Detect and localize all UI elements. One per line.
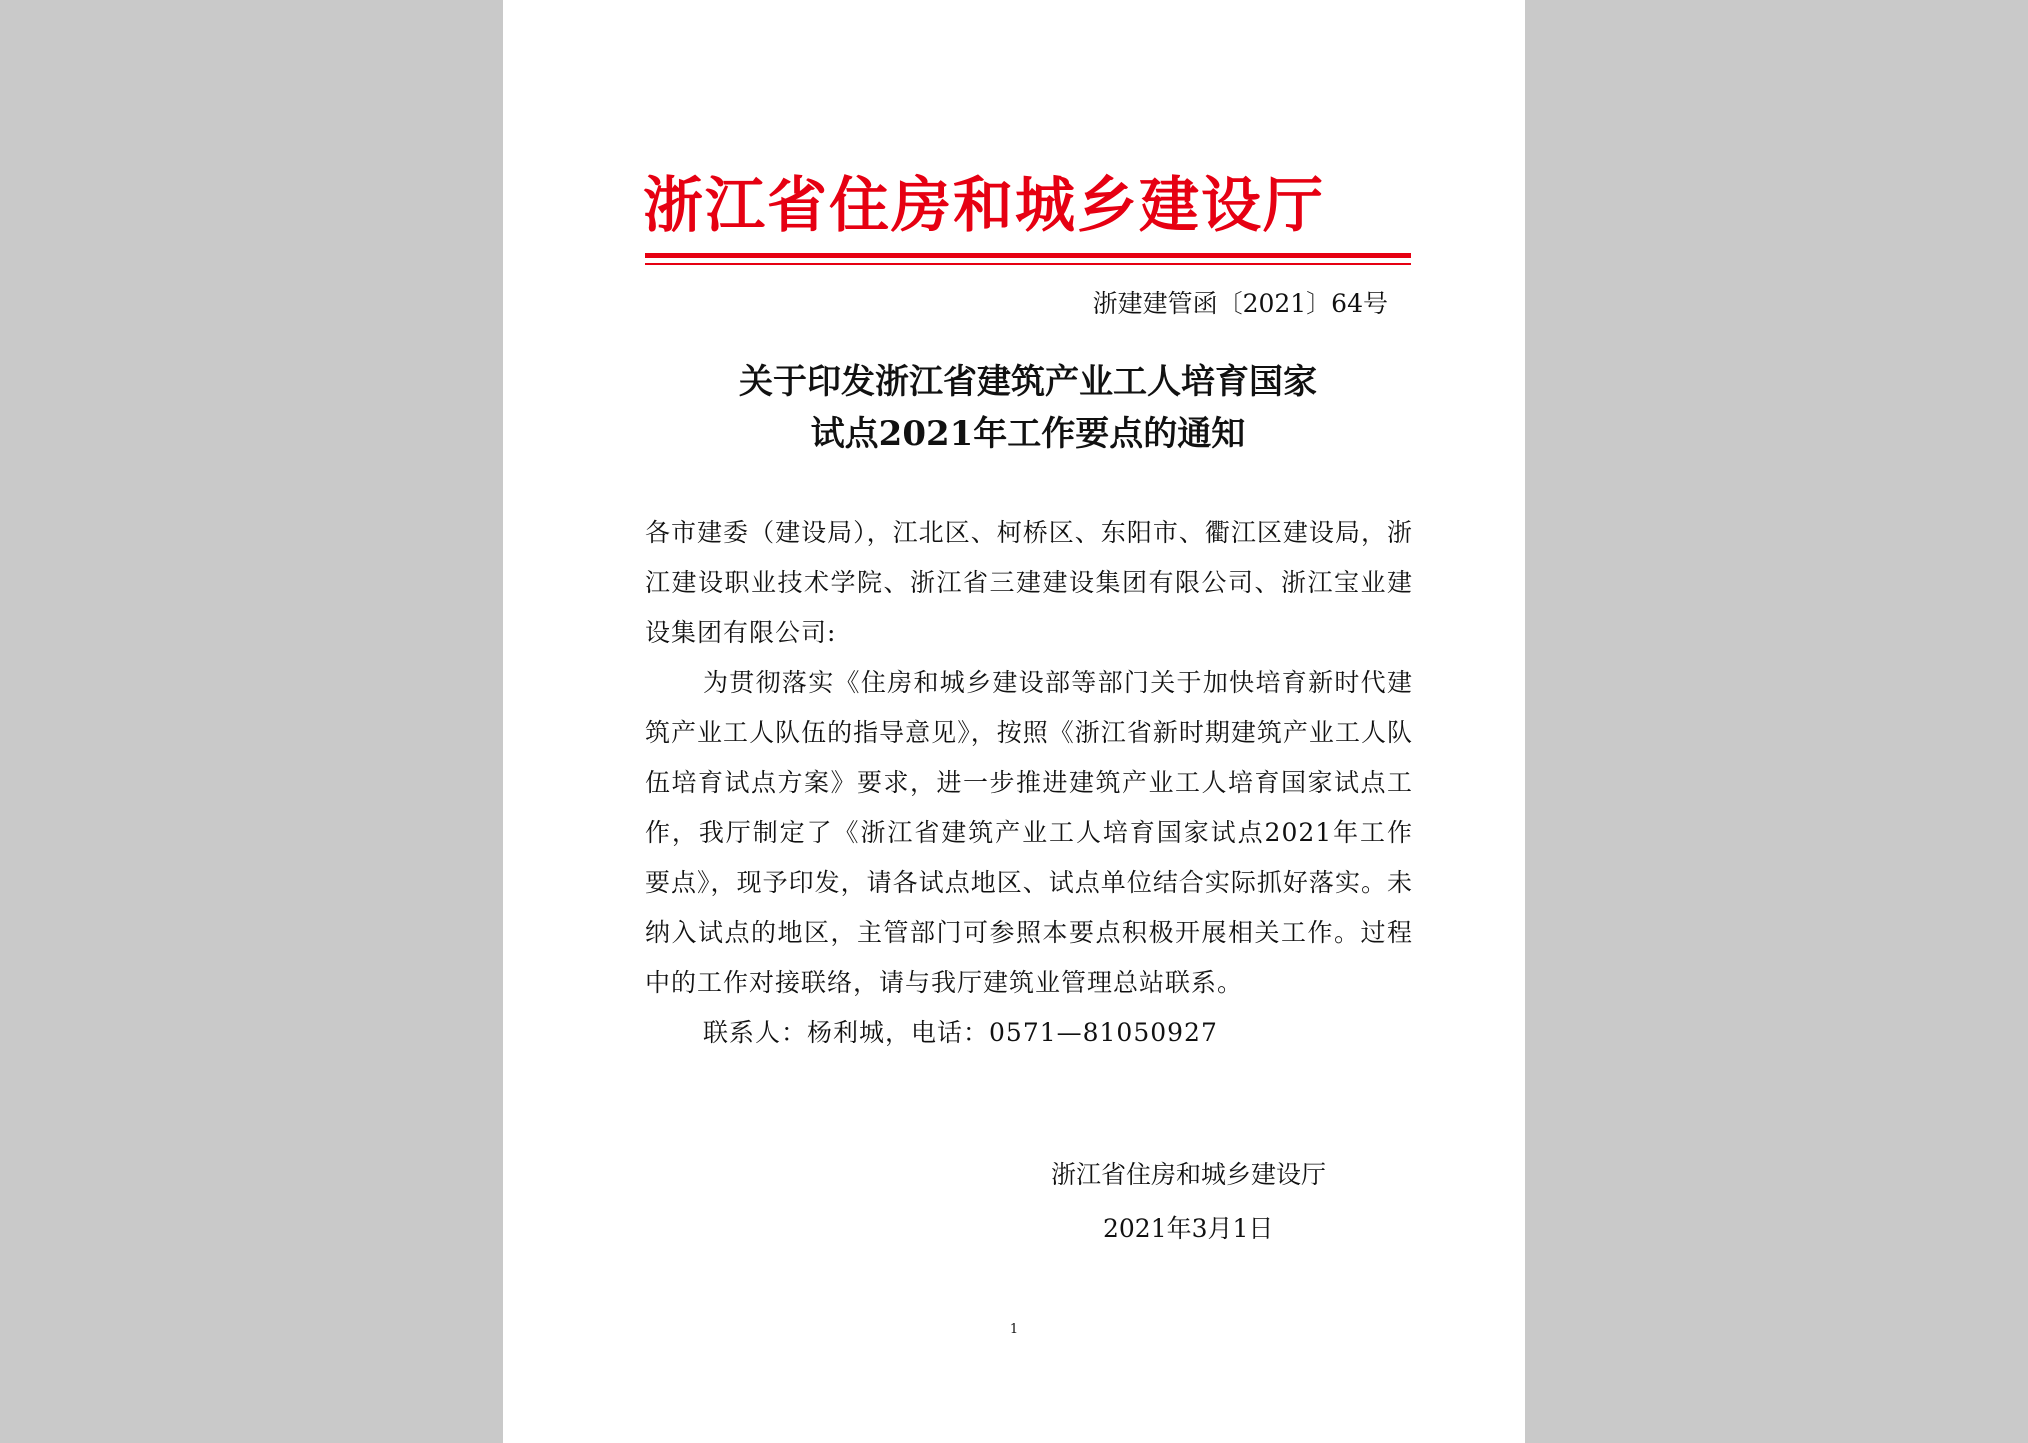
title-line-2: 试点2021年工作要点的通知 bbox=[810, 414, 1246, 454]
document-page bbox=[503, 0, 1525, 1443]
issuer-heading: 浙江省住房和城乡建设厅 bbox=[643, 171, 1325, 241]
red-rule-thick bbox=[645, 253, 1411, 258]
document-number: 浙建建管函〔2021〕64号 bbox=[1092, 289, 1388, 318]
body-paragraph: 为贯彻落实《住房和城乡建设部等部门关于加快培育新时代建筑产业工人队伍的指导意见》，按照《浙江省新时期建筑产业工人队伍培育试点方案》要求，进一步推进建筑产业工人培育国家试点工作，我厅制定了《浙江省建筑产业工人培育国家试点2021年工作要点》，现予印发，请各试点地区、试点单位结合实际抓好落实。未纳入试点的地区，主管部门可参照本要点积极开展相关工作。过程中的工作对接联络，请与我厅建筑业管理总站联系。 bbox=[645, 668, 1413, 997]
contact-line: 联系人：杨利城，电话：0571—81050927 bbox=[703, 1018, 1218, 1047]
signature-date: 2021年3月1日 bbox=[1103, 1214, 1274, 1243]
signature-organization: 浙江省住房和城乡建设厅 bbox=[1051, 1160, 1327, 1189]
title-line-1: 关于印发浙江省建筑产业工人培育国家 bbox=[739, 362, 1317, 402]
document-body bbox=[645, 508, 1413, 1058]
addressees: 各市建委（建设局），江北区、柯桥区、东阳市、衢江区建设局，浙江建设职业技术学院、浙江省三建建设集团有限公司、浙江宝业建设集团有限公司: bbox=[645, 518, 1413, 647]
signature-block bbox=[1051, 1148, 1391, 1256]
page-number: 1 bbox=[1009, 1322, 1019, 1337]
document-title bbox=[643, 356, 1413, 460]
red-rule-thin bbox=[645, 263, 1411, 265]
